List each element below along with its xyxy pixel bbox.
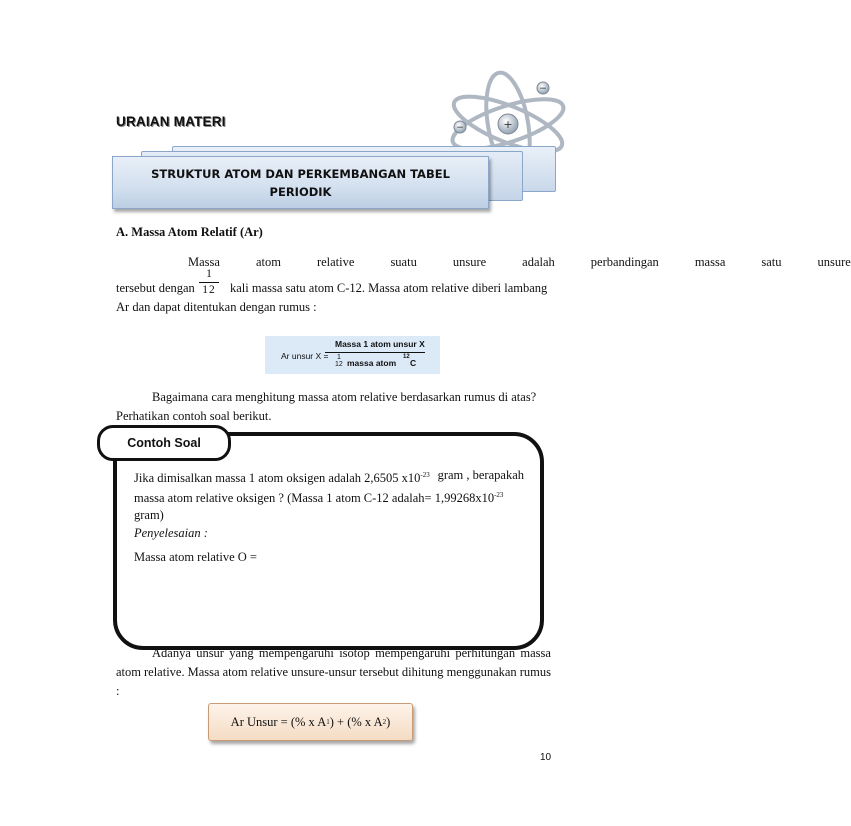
word: massa (520, 646, 551, 660)
formula-denominator-text: massa atom (347, 358, 397, 368)
paragraph-3 (116, 644, 551, 701)
example-question (134, 467, 524, 524)
ar-formula-sub-2: 2 (382, 718, 387, 726)
small-fraction-denominator: 12 (335, 361, 343, 368)
word: relative (316, 255, 355, 269)
relative-mass-formula (265, 336, 440, 374)
page-number: 10 (540, 752, 552, 763)
question-text: Jika dimisalkan massa 1 atom oksigen adalah 2,6505 x10 (134, 471, 421, 485)
word: atom (116, 665, 141, 679)
subheading: A. Massa Atom Relatif (Ar) (116, 225, 263, 239)
ar-formula-sub-1: 1 (326, 718, 330, 726)
word: suatu (390, 255, 417, 269)
word: rumus (519, 665, 551, 679)
fraction-denominator: 12 (202, 284, 216, 296)
formula-fraction-bar (325, 352, 425, 353)
formula-small-fraction (335, 354, 343, 368)
paragraph-2-line-1: Bagaimana cara menghitung massa atom relative berdasarkan rumus di atas? (152, 390, 537, 404)
svg-text:−: − (539, 84, 547, 94)
question-line-1-right: gram , berapakah (437, 468, 524, 482)
word: unsure (817, 255, 851, 269)
svg-text:−: − (456, 123, 464, 133)
example-tab-label: Contoh Soal (97, 425, 231, 461)
word: atom (222, 665, 248, 679)
ar-formula-part-3: ) (386, 714, 391, 729)
paragraph-3-line-2 (116, 663, 551, 682)
paragraph-1-line-1 (116, 253, 851, 272)
ar-formula-part-1: Ar Unsur = (% x A (230, 714, 327, 729)
formula-lhs: Ar unsur X = (281, 351, 329, 361)
answer-line: Massa atom relative O = (134, 550, 257, 564)
banner-line-2: PERIODIK (269, 184, 332, 199)
formula-numerator: Massa 1 atom unsur X (335, 339, 425, 349)
paragraph-2-line-2: Perhatikan contoh soal berikut. (116, 409, 272, 423)
formula-element: C (410, 358, 417, 368)
word: satu (761, 255, 782, 269)
ar-formula-part-2: ) + (% x A (329, 714, 383, 729)
paragraph-1-before-fraction: tersebut dengan (116, 281, 195, 295)
word: Massa (187, 665, 220, 679)
small-fraction-numerator: 1 (336, 354, 341, 361)
paragraph-3-line-3: : (116, 684, 120, 698)
word: mempengaruhi (375, 646, 451, 660)
question-line-2-left (134, 487, 503, 507)
word: tersebut (359, 665, 399, 679)
word: relative (250, 665, 289, 679)
word: Adanya (152, 646, 191, 660)
word: menggunakan (446, 665, 517, 679)
word: unsure (452, 255, 487, 269)
question-line-1-left (134, 467, 430, 487)
exponent: -23 (420, 471, 430, 479)
word: mempengaruhi (258, 646, 334, 660)
word: perhitungan (455, 646, 516, 660)
question-text: massa atom relative oksigen ? (Massa 1 atom C-12 adalah= 1,99268x10 (134, 491, 495, 505)
word: isotop (339, 646, 370, 660)
fraction-bar (199, 282, 219, 283)
word: dihitung (401, 665, 444, 679)
word: adalah (522, 255, 555, 269)
word: massa (694, 255, 726, 269)
paragraph-1-after-fraction: kali massa satu atom C-12. Massa atom relative diberi lambang (230, 281, 548, 295)
exponent: -23 (494, 491, 504, 499)
word: relative. (144, 665, 185, 679)
svg-text:+: + (503, 118, 513, 131)
solution-label: Penyelesaian : (134, 526, 208, 540)
banner-line-1: STRUKTUR ATOM DAN PERKEMBANGAN TABEL (151, 166, 450, 181)
section-title: URAIAN MATERI (116, 114, 226, 129)
word: unsur (196, 646, 224, 660)
paragraph-1-line-3: Ar dan dapat ditentukan dengan rumus : (116, 300, 317, 314)
question-line-1 (134, 467, 524, 487)
paragraph-3-line-1 (152, 644, 551, 663)
ar-formula-box (208, 703, 413, 741)
word: perbandingan (590, 255, 659, 269)
example-box (113, 432, 544, 650)
question-line-3: gram) (134, 508, 164, 522)
fraction-numerator: 1 (206, 268, 212, 280)
question-line-2 (134, 487, 524, 507)
paragraph-2 (116, 388, 551, 426)
word: unsure-unsur (291, 665, 357, 679)
word: Massa (188, 255, 220, 269)
fraction-one-twelfth (199, 268, 219, 297)
word: atom (255, 255, 281, 269)
formula-mass-number: 12 (403, 354, 410, 360)
chapter-banner (112, 156, 489, 209)
word: yang (229, 646, 254, 660)
